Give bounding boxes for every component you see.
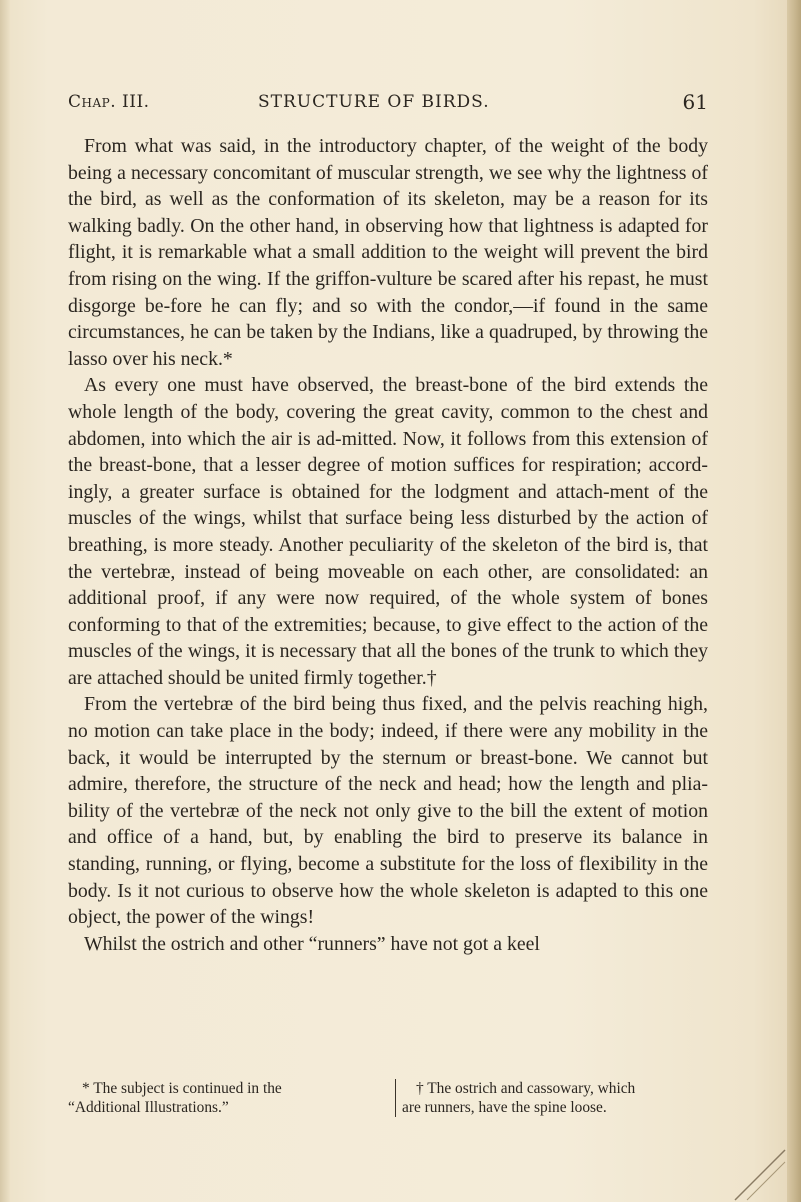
footnote-asterisk-line-1: * The subject is continued in the <box>82 1080 282 1097</box>
page-edge <box>787 0 801 1202</box>
paragraph-1: From what was said, in the introductory chapter, of the weight of the body being a necessary concomitant of muscular strength, we see why the lightness of the bird, as well as the conformation of its skeleton, may be a reason for its walking badly. On the other hand, in observing how that lightness is adapted for flight, it is remarkable what a small addition to the weight will prevent the bird from rising on the wing. If the griffon-vulture be scared after his repast, he must disgorge be-fore he can fly; and so with the condor,—if found in the same circumstances, he can be taken by the Indians, like a quadruped, by throwing the lasso over his neck.* <box>68 135 708 370</box>
paragraph-2: As every one must have observed, the breast-bone of the bird extends the whole length of the body, covering the great cavity, common to the chest and abdomen, into which the air is ad-mitted. Now, it follows from this extension of the breast-bone, that a lesser degree of motion suffices for respiration; accord-ingly, a greater surface is obtained for the lodgment and attach-ment of the muscles of the wings, whilst that surface being less disturbed by the action of breathing, is more steady. Another peculiarity of the skeleton of the bird is, that the vertebræ, instead of being moveable on each other, are consolidated: an additional proof, if any were now required, of the whole system of bones conforming to that of the extremities; because, to give effect to the action of the muscles of the wings, it is necessary that all the bones of the trunk to which they are attached should be united firmly together.† <box>68 374 708 689</box>
footnotes <box>68 1079 708 1125</box>
page-gutter-shadow <box>0 0 10 1202</box>
footnote-dagger <box>395 1079 708 1117</box>
running-title: STRUCTURE OF BIRDS. <box>258 92 490 112</box>
footnote-dagger-line-2: are runners, have the spine loose. <box>402 1099 607 1116</box>
running-header <box>68 92 708 122</box>
footnote-dagger-line-1: † The ostrich and cassowary, which <box>416 1080 636 1097</box>
paragraph-3: From the vertebræ of the bird being thus fixed, and the pelvis reaching high, no motion can take place in the body; indeed, if there were any mobility in the back, it would be interrupted by the sternum or breast-bone. We cannot but admire, therefore, the structure of the neck and head; how the length and plia-bility of the vertebræ of the neck not only give to the bill the extent of motion and office of a hand, but, by enabling the bird to preserve its balance in standing, running, or flying, become a substitute for the loss of flexibility in the body. Is it not curious to observe how the whole skeleton is adapted to this one object, the power of the wings! <box>68 693 708 929</box>
chapter-label: Chap. III. <box>68 92 150 112</box>
footnote-asterisk-line-2: “Additional Illustrations.” <box>68 1099 229 1116</box>
page-corner-crease <box>727 1142 787 1202</box>
page-number: 61 <box>682 90 708 114</box>
paragraph-4: Whilst the ostrich and other “runners” have not got a keel <box>84 932 540 955</box>
footnote-asterisk <box>68 1079 388 1117</box>
body-text <box>68 133 708 957</box>
